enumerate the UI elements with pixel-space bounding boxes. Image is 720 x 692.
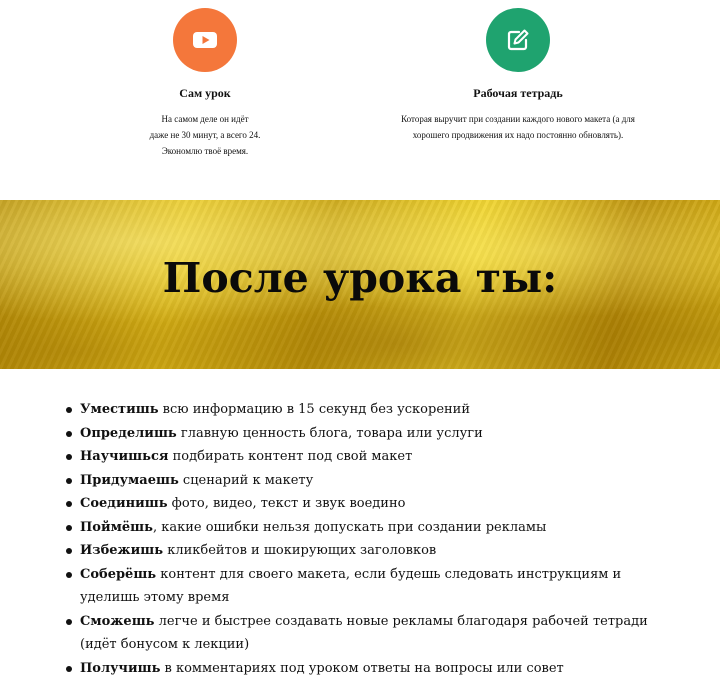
list-item	[80, 539, 660, 563]
list-item	[80, 516, 660, 540]
list-item	[80, 469, 660, 493]
list-item	[80, 422, 660, 446]
feature-workbook	[368, 8, 668, 143]
features-section	[0, 0, 720, 200]
list-item-bold: Сможешь	[80, 613, 155, 629]
list-item-bold: Соберёшь	[80, 566, 157, 582]
list-item-text: в комментариях под уроком ответы на вопросы или совет	[160, 660, 564, 676]
list-item-bold: Уместишь	[80, 402, 159, 417]
banner-title: После урока ты:	[162, 254, 558, 302]
list-item-bold: Поймёшь	[80, 519, 153, 535]
list-item-bold: Научишься	[80, 449, 169, 464]
list-item	[80, 563, 660, 610]
list-item-text: сценарий к макету	[178, 472, 314, 488]
list-item-text: всю информацию в 15 секунд без ускорений	[158, 402, 471, 417]
feature-description-line: На самом деле он идёт	[161, 114, 249, 124]
list-item	[80, 398, 660, 422]
list-item	[80, 445, 660, 469]
feature-description-line: Экономлю твоё время.	[161, 146, 249, 156]
edit-note-icon	[504, 26, 532, 54]
list-item-bold: Определишь	[80, 425, 177, 441]
feature-title: Рабочая тетрадь	[473, 86, 563, 100]
results-section	[0, 369, 720, 692]
feature-icon-circle	[173, 8, 237, 72]
feature-description-line: хорошего продвижения их надо постоянно обновлять).	[412, 130, 624, 140]
list-item-text: контент для своего макета, если будешь следовать инструкциям и уделишь этому время	[80, 566, 622, 605]
list-item-bold: Избежишь	[80, 543, 164, 558]
feature-description-line: Которая выручит при создании каждого нового макета (а для	[401, 114, 635, 124]
list-item	[80, 492, 660, 516]
feature-description	[55, 111, 355, 159]
feature-description-line: даже не 30 минут, а всего 24.	[149, 130, 261, 140]
feature-title: Сам урок	[179, 86, 231, 100]
feature-lesson	[55, 8, 355, 159]
list-item-text: , какие ошибки нельзя допускать при создании рекламы	[152, 519, 547, 535]
list-item-text: фото, видео, текст и звук воедино	[167, 496, 406, 511]
list-item-bold: Соединишь	[80, 496, 168, 511]
list-item-text: легче и быстрее создавать новые рекламы благодаря рабочей тетради (идёт бонусом к лекции)	[80, 613, 648, 652]
feature-icon-circle	[486, 8, 550, 72]
list-item-bold: Получишь	[80, 660, 161, 676]
feature-description	[368, 111, 668, 143]
results-list	[80, 398, 660, 680]
list-item-text: главную ценность блога, товара или услуги	[176, 425, 483, 441]
list-item	[80, 657, 660, 681]
list-item-text: кликбейтов и шокирующих заголовков	[163, 543, 437, 558]
list-item-bold: Придумаешь	[80, 472, 179, 488]
youtube-play-icon	[192, 30, 218, 50]
gold-banner	[0, 200, 720, 369]
list-item-text: подбирать контент под свой макет	[168, 449, 413, 464]
list-item	[80, 610, 660, 657]
